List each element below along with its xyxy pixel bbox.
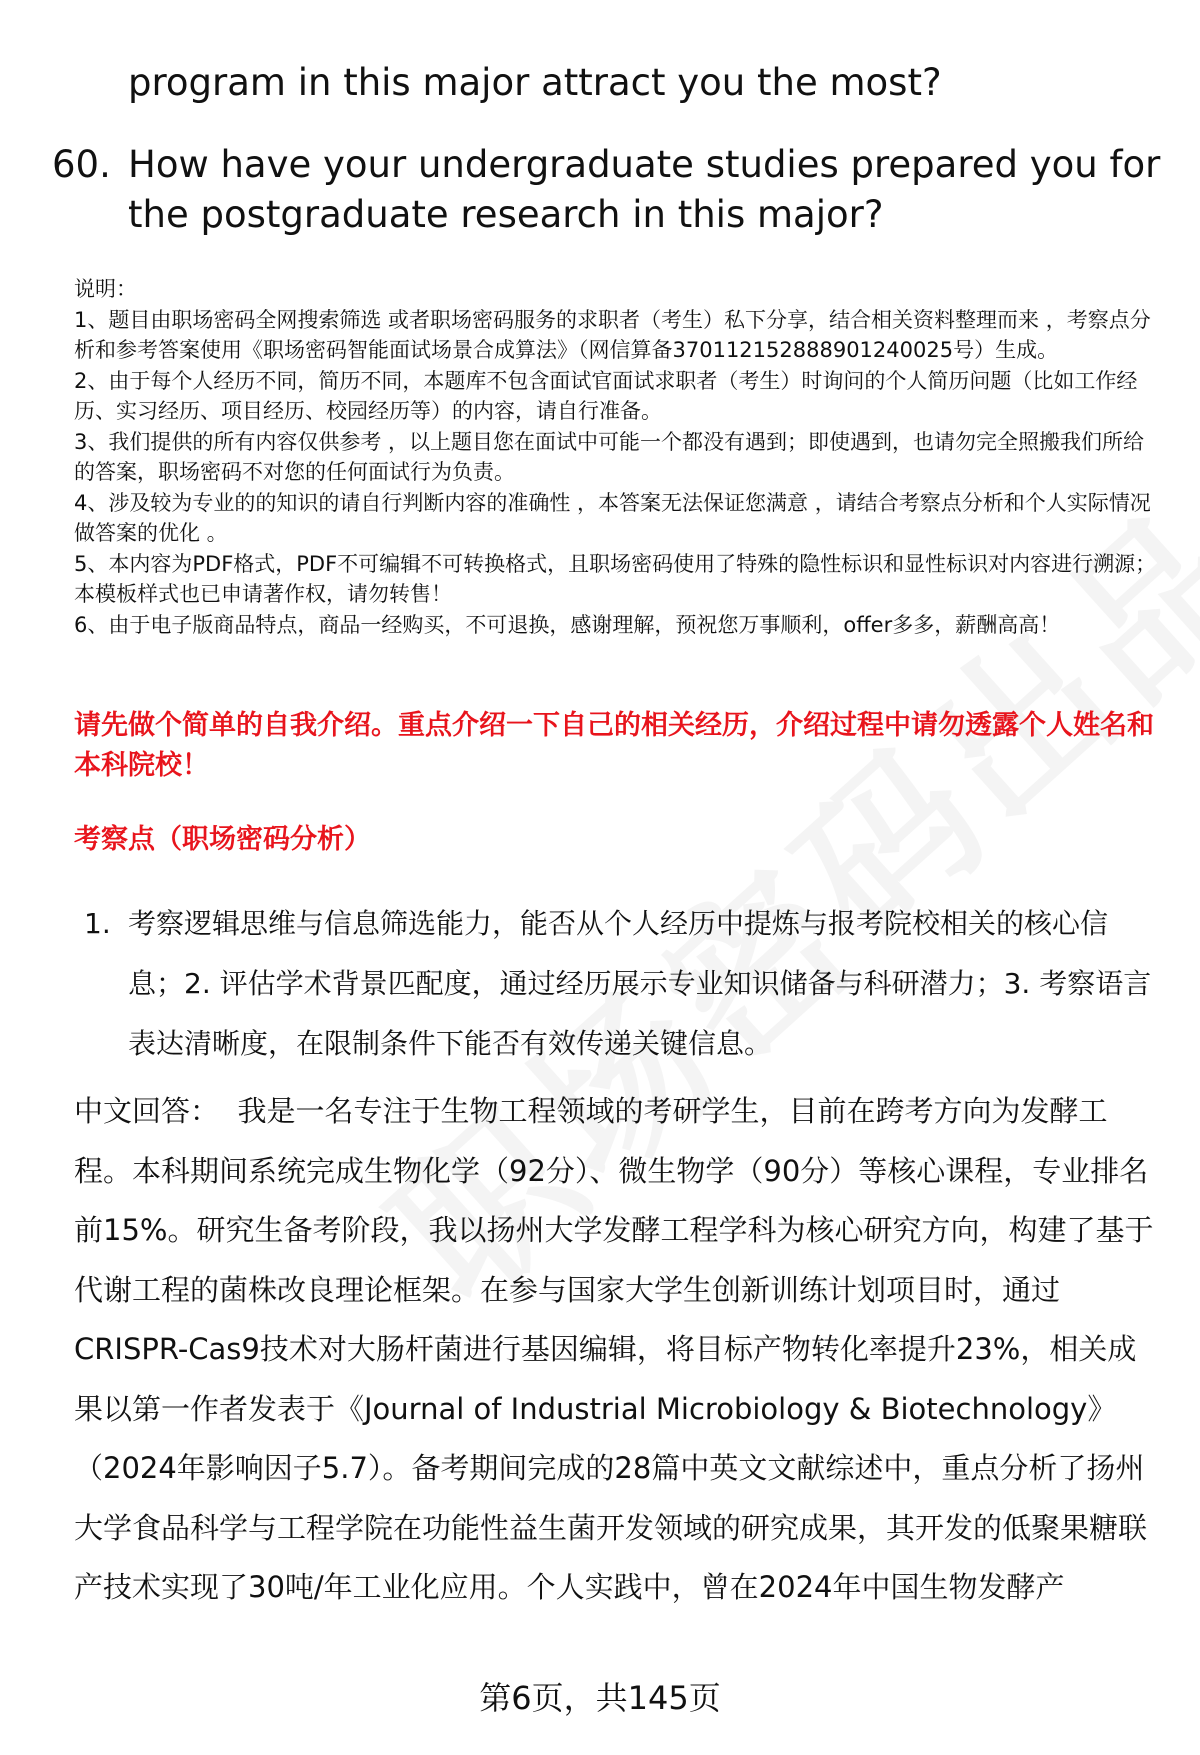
analysis-number: 1. bbox=[84, 907, 111, 940]
notes-title: 说明： bbox=[74, 277, 137, 301]
notes-section bbox=[74, 274, 1164, 640]
answer-paragraph bbox=[74, 1082, 1154, 1618]
note-item: 1、题目由职场密码全网搜索筛选 或者职场密码服务的求职者（考生）私下分享，结合相关资料整理而来 ，考察点分析和参考答案使用《职场密码智能面试场景合成算法》（网信算备370112152888901240025号）生成。 bbox=[74, 307, 1151, 362]
question-number: 60. bbox=[52, 143, 111, 186]
note-item: 3、我们提供的所有内容仅供参考 ，以上题目您在面试中可能一个都没有遇到；即使遇到，也请勿完全照搬我们所给的答案，职场密码不对您的任何面试行为负责。 bbox=[74, 429, 1145, 484]
page-footer: 第6页，共145页 bbox=[479, 1679, 721, 1717]
self-intro-prompt: 请先做个简单的自我介绍。重点介绍一下自己的相关经历，介绍过程中请勿透露个人姓名和本科院校！ bbox=[74, 710, 1154, 781]
note-item: 4、涉及较为专业的的知识的请自行判断内容的准确性 ，本答案无法保证您满意 ，请结合考察点分析和个人实际情况做答案的优化 。 bbox=[74, 490, 1151, 545]
analysis-list bbox=[84, 894, 1154, 1074]
answer-text: 我是一名专注于生物工程领域的考研学生，目前在跨考方向为发酵工程。本科期间系统完成生物化学（92分）、微生物学（90分）等核心课程，专业排名前15%。研究生备考阶段，我以扬州大学发酵工程学科为核心研究方向，构建了基于代谢工程的菌株改良理论框架。在参与国家大学生创新训练计划项目时，通过CRISPR-Cas9技术对大肠杆菌进行基因编辑，将目标产物转化率提升23%，相关成果以第一作者发表于《Journal of Industrial Microbiology & Biotechnology》（2024年影响因子5.7）。备考期间完成的28篇中英文文献综述中，重点分析了扬州大学食品科学与工程学院在功能性益生菌开发领域的研究成果，其开发的低聚果糖联产技术实现了30吨/年工业化应用。个人实践中，曾在2024年中国生物发酵产 bbox=[74, 1094, 1154, 1604]
question-text: How have your undergraduate studies prepared you for the postgraduate research in this major? bbox=[128, 143, 1161, 236]
note-item: 5、本内容为PDF格式，PDF不可编辑不可转换格式，且职场密码使用了特殊的隐性标识和显性标识对内容进行溯源；本模板样式也已申请著作权，请勿转售！ bbox=[74, 551, 1157, 606]
question-continuation: program in this major attract you the most? bbox=[128, 61, 942, 104]
note-item: 2、由于每个人经历不同，简历不同，本题库不包含面试官面试求职者（考生）时询问的个人简历问题（比如工作经历、实习经历、项目经历、校园经历等）的内容，请自行准备。 bbox=[74, 368, 1138, 423]
answer-label: 中文回答： bbox=[74, 1094, 220, 1128]
analysis-heading: 考察点（职场密码分析） bbox=[74, 824, 371, 855]
question-60 bbox=[52, 140, 1172, 240]
note-item: 6、由于电子版商品特点，商品一经购买，不可退换，感谢理解，预祝您万事顺利，offer多多，薪酬高高！ bbox=[74, 612, 1061, 637]
analysis-text: 考察逻辑思维与信息筛选能力，能否从个人经历中提炼与报考院校相关的核心信息；2. 评估学术背景匹配度，通过经历展示专业知识储备与科研潜力；3. 考察语言表达清晰度，在限制条件下能否有效传递关键信息。 bbox=[128, 907, 1152, 1060]
